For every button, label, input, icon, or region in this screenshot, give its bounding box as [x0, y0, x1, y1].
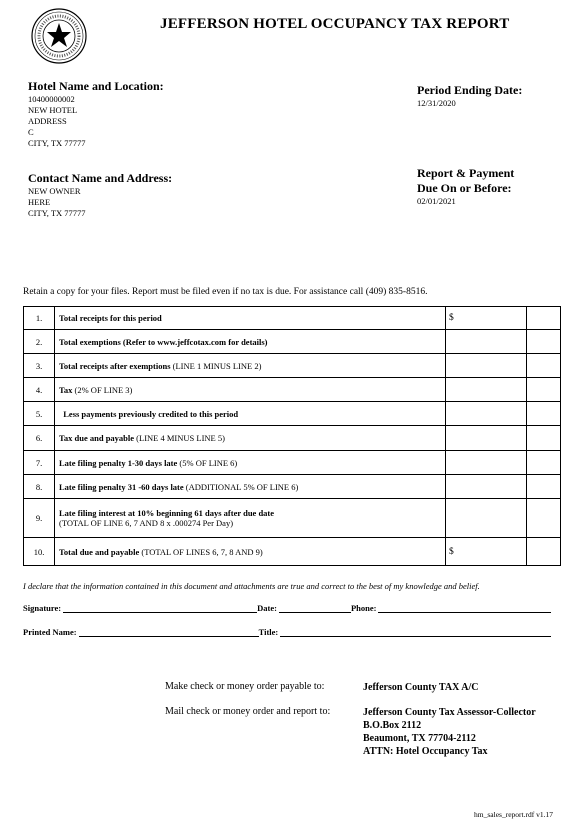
hotel-line: C [28, 127, 34, 137]
table-row [24, 499, 561, 538]
extra-field [527, 402, 561, 426]
contact-heading: Contact Name and Address: [28, 171, 173, 185]
table-row [24, 307, 561, 330]
due-heading-line2: Due On or Before: [417, 181, 512, 195]
amount-field[interactable]: $ [446, 307, 527, 330]
contact-line: CITY, TX 77777 [28, 208, 86, 218]
line-number: 5. [24, 402, 55, 426]
title-label: Title: [258, 627, 279, 637]
line-number: 1. [24, 307, 55, 330]
line-label: Tax due and payable [59, 433, 135, 443]
mail-line: Beaumont, TX 77704-2112 [363, 733, 476, 744]
line-note: (TOTAL OF LINES 6, 7, 8 AND 9) [139, 546, 263, 557]
line-description [55, 426, 446, 451]
line-number: 4. [24, 378, 55, 402]
line-note: (5% OF LINE 6) [177, 457, 238, 468]
signature-label: Signature: [23, 603, 62, 613]
amount-field[interactable] [446, 426, 527, 451]
contact-line: NEW OWNER [28, 186, 81, 196]
extra-field [527, 378, 561, 402]
mail-line: B.O.Box 2112 [363, 720, 422, 731]
hotel-line: NEW HOTEL [28, 105, 78, 115]
amount-field[interactable] [446, 499, 527, 538]
extra-field [527, 426, 561, 451]
line-label: Total receipts for this period [59, 313, 162, 323]
payable-to: Jefferson County TAX A/C [363, 682, 479, 693]
period-heading: Period Ending Date: [417, 83, 523, 97]
amount-field[interactable] [446, 330, 527, 354]
mail-line: ATTN: Hotel Occupancy Tax [363, 746, 488, 757]
payable-label: Make check or money order payable to: [165, 681, 325, 692]
hotel-section [28, 79, 164, 149]
due-value: 02/01/2021 [417, 196, 456, 206]
line-note: (TOTAL OF LINE 6, 7 AND 8 x .000274 Per Day) [59, 518, 234, 528]
extra-field [527, 499, 561, 538]
table-row [24, 426, 561, 451]
table-row [24, 451, 561, 475]
contact-section [28, 171, 172, 219]
date-field[interactable] [279, 603, 351, 613]
line-description [55, 378, 446, 402]
line-number: 9. [24, 499, 55, 538]
amount-field[interactable] [446, 378, 527, 402]
printed-name-field[interactable] [79, 627, 259, 637]
version-footer: hm_sales_report.rdf v1.17 [474, 810, 553, 819]
page-title: JEFFERSON HOTEL OCCUPANCY TAX REPORT [160, 16, 510, 32]
signature-field[interactable] [63, 603, 257, 613]
mail-address [363, 706, 536, 758]
line-note: (LINE 1 MINUS LINE 2) [170, 360, 262, 371]
county-seal-logo [31, 8, 87, 64]
extra-field [527, 330, 561, 354]
amount-field[interactable] [446, 451, 527, 475]
line-number: 6. [24, 426, 55, 451]
line-description [55, 451, 446, 475]
line-label: Late filing penalty 31 -60 days late [59, 481, 184, 492]
due-section [417, 166, 514, 207]
table-row [24, 538, 561, 566]
table-row [24, 354, 561, 378]
line-description [55, 307, 446, 330]
hotel-line: 10400000002 [28, 94, 75, 104]
extra-field [527, 475, 561, 499]
extra-field [527, 307, 561, 330]
line-number: 3. [24, 354, 55, 378]
line-label: Total due and payable [59, 546, 140, 557]
line-note: (2% OF LINE 3) [72, 384, 133, 395]
line-label: Tax [59, 384, 73, 395]
table-row [24, 378, 561, 402]
line-description [55, 330, 446, 354]
table-row [24, 475, 561, 499]
contact-line: HERE [28, 197, 51, 207]
line-description [55, 538, 446, 566]
line-number: 2. [24, 330, 55, 354]
table-row [24, 402, 561, 426]
signature-row [23, 603, 551, 613]
extra-field [527, 354, 561, 378]
line-label: Late filing interest at 10% beginning 61 days after due date [59, 508, 275, 518]
amount-field[interactable]: $ [446, 538, 527, 566]
extra-field [527, 451, 561, 475]
title-field[interactable] [280, 627, 551, 637]
declaration-text: I declare that the information contained in this document and attachments are true and correct to the best of my knowledge and belief. [23, 581, 480, 591]
date-label: Date: [257, 603, 277, 613]
period-section [417, 83, 522, 109]
line-label: Total receipts after exemptions [59, 360, 171, 371]
hotel-heading: Hotel Name and Location: [28, 79, 164, 93]
line-label: Less payments previously credited to this period [59, 408, 239, 419]
line-description [55, 475, 446, 499]
mail-label: Mail check or money order and report to: [165, 706, 331, 717]
tax-table [23, 306, 561, 566]
printed-name-row [23, 627, 551, 637]
line-note: (ADDITIONAL 5% OF LINE 6) [183, 481, 299, 492]
period-value: 12/31/2020 [417, 98, 456, 108]
line-label: Late filing penalty 1-30 days late [59, 457, 178, 468]
amount-field[interactable] [446, 475, 527, 499]
due-heading-line1: Report & Payment [417, 166, 515, 180]
hotel-line: ADDRESS [28, 116, 67, 126]
line-description [55, 499, 446, 538]
printed-name-label: Printed Name: [23, 627, 77, 637]
extra-field [527, 538, 561, 566]
mail-line: Jefferson County Tax Assessor-Collector [363, 707, 536, 718]
line-description [55, 354, 446, 378]
line-description [55, 402, 446, 426]
line-note: (LINE 4 MINUS LINE 5) [134, 433, 225, 443]
line-number: 7. [24, 451, 55, 475]
line-number: 8. [24, 475, 55, 499]
amount-field[interactable] [446, 354, 527, 378]
instructions-text: Retain a copy for your files. Report must be filed even if no tax is due. For assistance call (409) 835-8516. [23, 287, 428, 297]
phone-field[interactable] [378, 603, 551, 613]
line-number: 10. [24, 538, 55, 566]
line-label: Total exemptions (Refer to www.jeffcotax.com for details) [59, 336, 268, 347]
amount-field[interactable] [446, 402, 527, 426]
hotel-line: CITY, TX 77777 [28, 138, 86, 148]
table-row [24, 330, 561, 354]
phone-label: Phone: [350, 603, 377, 613]
